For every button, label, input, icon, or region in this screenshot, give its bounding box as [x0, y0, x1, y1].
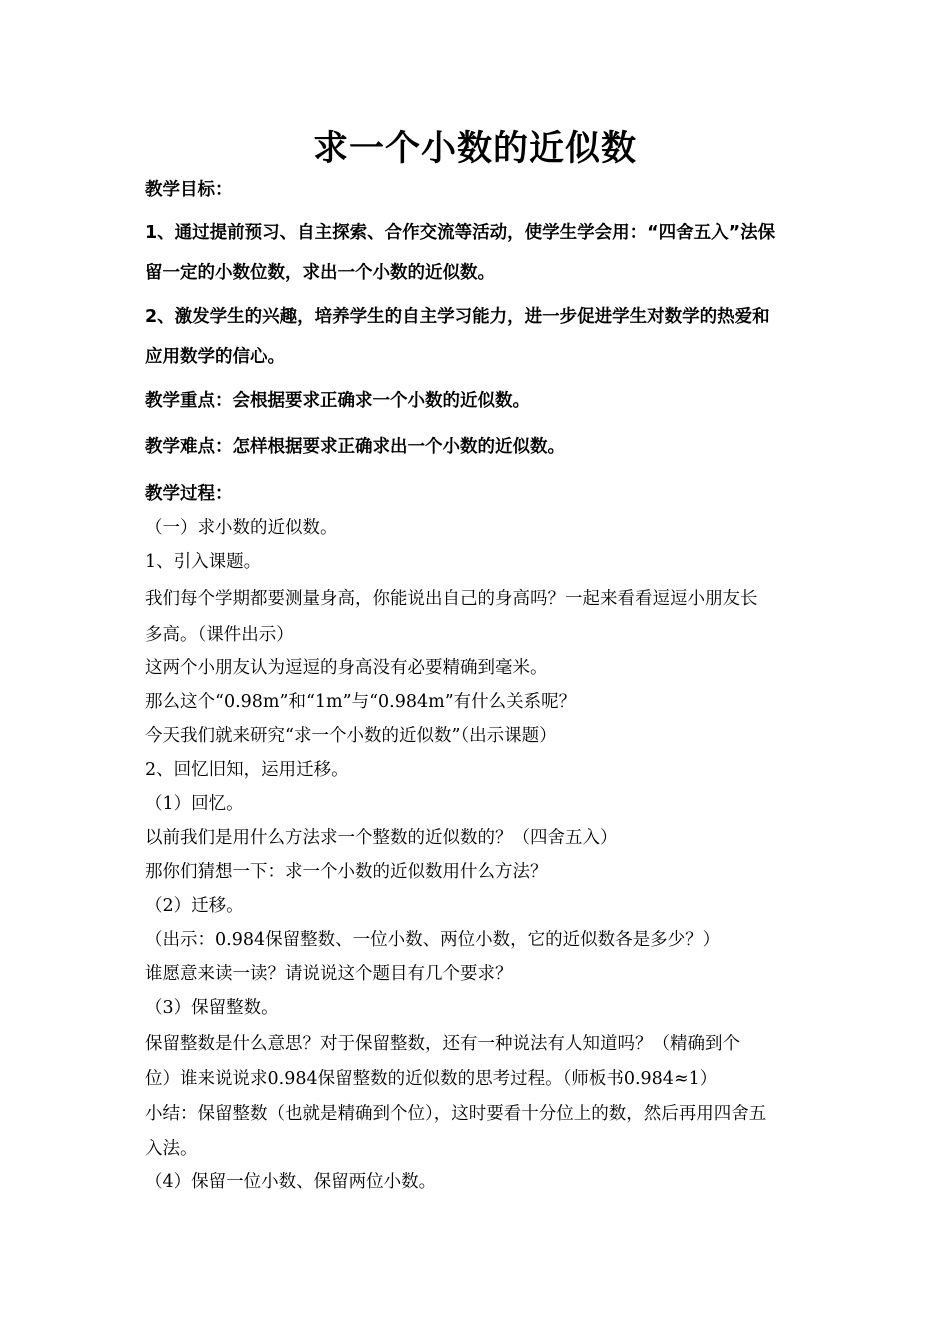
process-line: （3）保留整数。	[145, 998, 279, 1018]
difficulty: 教学难点：怎样根据要求正确求出一个小数的近似数。	[145, 437, 565, 457]
process-line: 那么这个“0.98m”和“1m”与“0.984m”有什么关系呢？	[145, 692, 577, 712]
process-line: 那你们猜想一下：求一个小数的近似数用什么方法？	[145, 862, 548, 882]
process-line: 入法。	[145, 1139, 198, 1159]
process-line: 2、回忆旧知，运用迁移。	[145, 760, 349, 780]
objective-1	[145, 213, 813, 293]
process-line: 位）谁来说说求0.984保留整数的近似数的思考过程。（师板书0.984≈1）	[145, 1069, 718, 1089]
process-line: （4）保留一位小数、保留两位小数。	[145, 1172, 437, 1192]
process-line: 谁愿意来读一读？请说说这个题目有几个要求？	[145, 964, 513, 984]
objective-2-line-2: 应用数学的信心。	[145, 347, 285, 367]
key-point: 教学重点：会根据要求正确求一个小数的近似数。	[145, 391, 530, 411]
process-line: （一）求小数的近似数。	[145, 518, 338, 538]
process-body	[145, 511, 813, 1199]
process-line: 多高。（课件出示）	[145, 625, 294, 645]
process-line: （1）回忆。	[145, 794, 244, 814]
process-line: 今天我们就来研究“求一个小数的近似数”（出示课题）	[145, 726, 557, 746]
process-line: 1、引入课题。	[145, 552, 262, 572]
objective-1-line-2: 留一定的小数位数，求出一个小数的近似数。	[145, 263, 495, 283]
objective-1-line-1: 1、通过提前预习、自主探索、合作交流等活动，使学生学会用：“四舍五入”法保	[145, 223, 776, 243]
process-line: 这两个小朋友认为逗逗的身高没有必要精确到毫米。	[145, 658, 548, 678]
objective-2-line-1: 2、激发学生的兴趣，培养学生的自主学习能力，进一步促进学生对数学的热爱和	[145, 307, 770, 327]
process-line: 我们每个学期都要测量身高，你能说出自己的身高吗？一起来看看逗逗小朋友长	[145, 589, 758, 609]
process-line: （出示：0.984保留整数、一位小数、两位小数，它的近似数各是多少？）	[145, 930, 721, 950]
process-line: 以前我们是用什么方法求一个整数的近似数的？（四舍五入）	[145, 828, 618, 848]
process-line: 保留整数是什么意思？对于保留整数，还有一种说法有人知道吗？（精确到个	[145, 1034, 740, 1054]
objectives-heading: 教学目标：	[145, 180, 233, 200]
process-heading: 教学过程：	[145, 484, 233, 504]
process-line: （2）迁移。	[145, 896, 244, 916]
objective-2	[145, 297, 813, 377]
document-title: 求一个小数的近似数	[312, 129, 637, 169]
process-line: 小结：保留整数（也就是精确到个位），这时要看十分位上的数，然后再用四舍五	[145, 1104, 767, 1124]
